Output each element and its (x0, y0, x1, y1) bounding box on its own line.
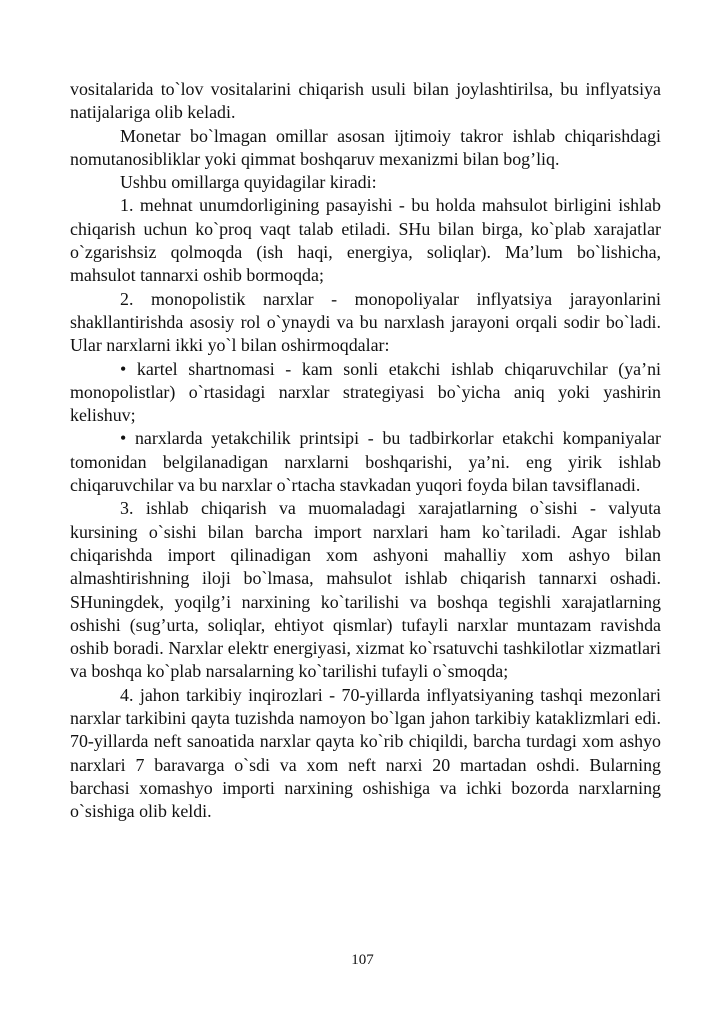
paragraph-continuation: vositalarida to`lov vositalarini chiqarish usuli bilan joylashtirilsa, bu inflyatsiya natijalariga olib keladi. (70, 79, 661, 123)
paragraph-item-2: 2. monopolistik narxlar - monopoliyalar inflyatsiya jarayonlarini shakllantirishda asosiy rol o`ynaydi va bu narxlash jarayoni orqali sodir bo`ladi. Ular narxlarni ikki yo`l bilan oshirmoqdalar: (70, 288, 661, 356)
page-body (70, 78, 661, 824)
paragraph-bullet-cartel: • kartel shartnomasi - kam sonli etakchi ishlab chiqaruvchilar (ya’ni monopolistlar) o`rtasidagi narxlar strategiyasi bo`yicha aniq yoki yashirin kelishuv; (70, 358, 661, 426)
page-number: 107 (351, 952, 374, 968)
paragraph-factors-intro: Ushbu omillarga quyidagilar kiradi: (120, 172, 377, 193)
paragraph-item-1: 1. mehnat unumdorligining pasayishi - bu holda mahsulot birligini ishlab chiqarish uchun ko`proq vaqt talab etiladi. SHu bilan birga, ko`plab xarajatlar o`zgarishsiz qolmoqda (ish haqi, energiya, soliqlar). Ma’lum bo`lishicha, mahsulot tannarxi oshib bormoqda; (70, 195, 661, 286)
paragraph-non-monetary-factors: Monetar bo`lmagan omillar asosan ijtimoiy takror ishlab chiqarishdagi nomutanosibliklar yoki qimmat boshqaruv mexanizmi bilan bog’liq. (70, 125, 661, 169)
paragraph-bullet-leadership: • narxlarda yetakchilik printsipi - bu tadbirkorlar etakchi kompaniyalar tomonidan belgilanadigan narxlarni boshqarishi, ya’ni. eng yirik ishlab chiqaruvchilar va bu narxlar o`rtacha stavkadan yuqori foyda bilan tavsiflanadi. (70, 428, 661, 496)
paragraph-item-4: 4. jahon tarkibiy inqirozlari - 70-yillarda inflyatsiyaning tashqi mezonlari narxlar tarkibini qayta tuzishda namoyon bo`lgan jahon tarkibiy kataklizmlari edi. 70-yillarda neft sanoatida narxlar qayta ko`rib chiqildi, barcha turdagi xom ashyo narxlari 7 baravarga o`sdi va xom neft narxi 20 martadan oshdi. Bularning barchasi xomashyo importi narxining oshishiga va ichki bozorda narxlarning o`sishiga olib keldi. (70, 684, 661, 822)
paragraph-item-3: 3. ishlab chiqarish va muomaladagi xarajatlarning o`sishi - valyuta kursining o`sishi bilan barcha import narxlari ham ko`tariladi. Agar ishlab chiqarishda import qilinadigan xom ashyoni mahalliy xom ashyo bilan almashtirishning iloji bo`lmasa, mahsulot ishlab chiqarish tannarxi oshadi. SHuningdek, yoqilg’i narxining ko`tarilishi va boshqa tegishli xarajatlarning oshishi (sug’urta, soliqlar, ehtiyot qismlar) tufayli narxlar muntazam ravishda oshib boradi. Narxlar elektr energiyasi, xizmat ko`rsatuvchi tashkilotlar xizmatlari va boshqa ko`plab narsalarning ko`tarilishi tufayli o`smoqda; (70, 498, 661, 682)
